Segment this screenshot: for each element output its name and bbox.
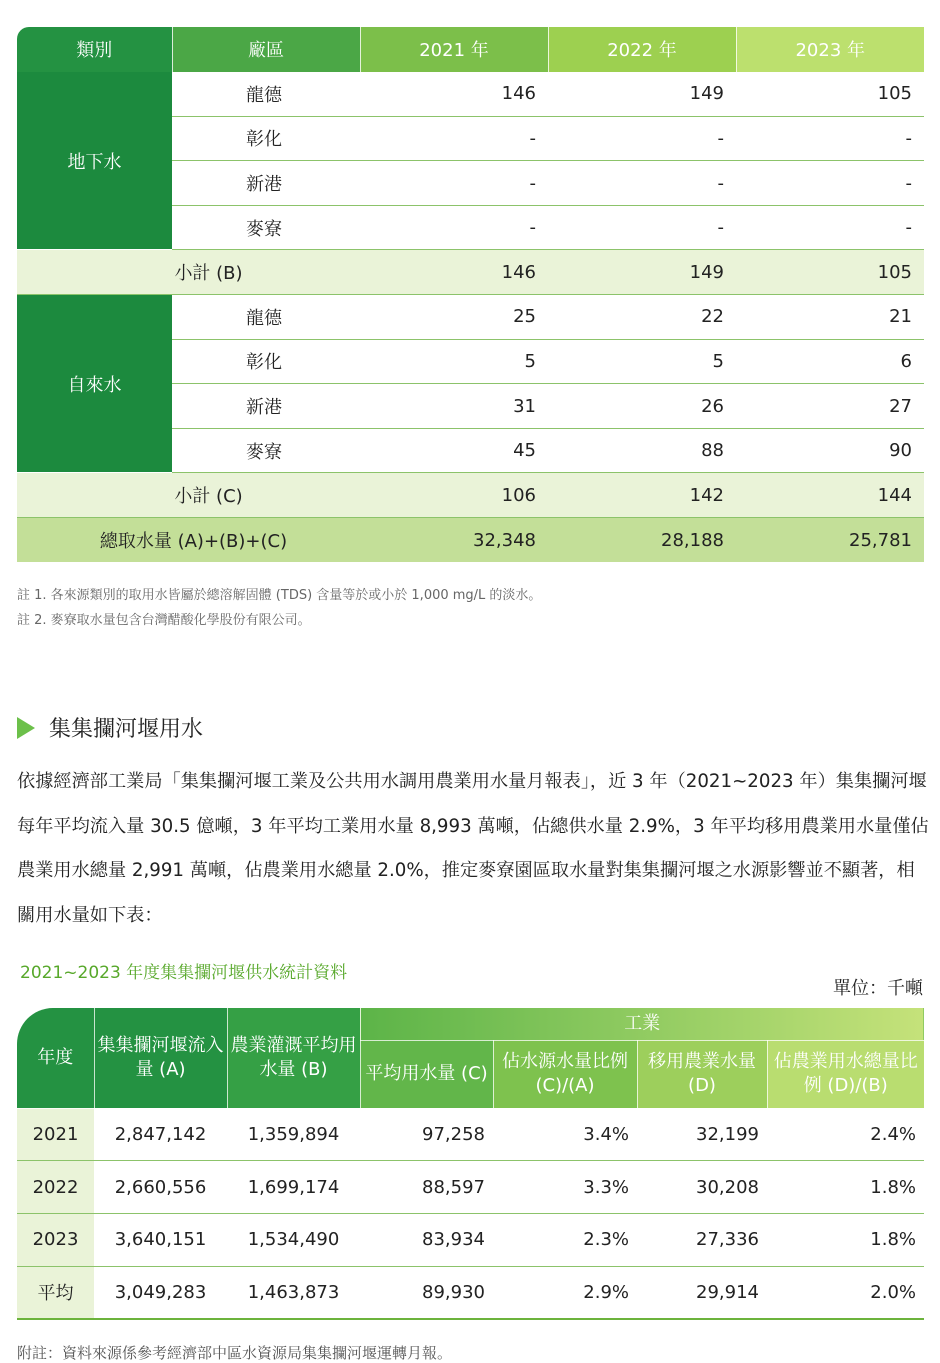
value-cell: - bbox=[360, 205, 548, 250]
value-cell: 5 bbox=[360, 339, 548, 384]
jiji-weir-supply-table bbox=[17, 1008, 924, 1320]
subtotal-label: 小計 (B) bbox=[17, 250, 360, 295]
subtotal-row-b bbox=[17, 250, 924, 295]
plant-cell: 麥寮 bbox=[172, 205, 360, 250]
table-row bbox=[17, 1161, 924, 1214]
note-1: 註 1. 各來源類別的取用水皆屬於總溶解固體 (TDS) 含量等於或小於 1,000 mg/L 的淡水。 bbox=[17, 588, 542, 603]
header-ratio-agri: 佔農業用水總量比例 (D)/(B) bbox=[767, 1040, 924, 1108]
value-cell: - bbox=[360, 116, 548, 161]
section-title: 集集攔河堰用水 bbox=[49, 717, 204, 742]
table2-unit: 單位：千噸 bbox=[833, 978, 923, 999]
value-cell: 149 bbox=[548, 72, 736, 117]
plant-cell: 新港 bbox=[172, 384, 360, 429]
category-groundwater: 地下水 bbox=[17, 72, 172, 250]
value-cell: 1,463,873 bbox=[227, 1266, 360, 1319]
value-cell: 105 bbox=[736, 250, 924, 295]
value-cell: 25,781 bbox=[736, 518, 924, 563]
value-cell: 146 bbox=[360, 72, 548, 117]
value-cell: 21 bbox=[736, 295, 924, 340]
value-cell: 89,930 bbox=[360, 1266, 493, 1319]
table2-footnote: 附註：資料來源係參考經濟部中區水資源局集集攔河堰運轉月報。 bbox=[17, 1344, 453, 1362]
table-row bbox=[17, 72, 924, 117]
value-cell: 5 bbox=[548, 339, 736, 384]
value-cell: 106 bbox=[360, 473, 548, 518]
header-2022: 2022 年 bbox=[548, 27, 736, 72]
plant-cell: 龍德 bbox=[172, 295, 360, 340]
table-notes bbox=[17, 583, 541, 633]
section-heading bbox=[17, 712, 203, 743]
value-cell: - bbox=[548, 161, 736, 206]
header-agri: 農業灌溉平均用水量 (B) bbox=[227, 1008, 360, 1108]
table-row bbox=[17, 295, 924, 340]
header-year: 年度 bbox=[17, 1008, 94, 1108]
value-cell: 3,049,283 bbox=[94, 1266, 227, 1319]
value-cell: 97,258 bbox=[360, 1108, 493, 1161]
water-withdrawal-table bbox=[17, 27, 924, 562]
header-plant: 廠區 bbox=[172, 27, 360, 72]
plant-cell: 彰化 bbox=[172, 116, 360, 161]
subtotal-label: 小計 (C) bbox=[17, 473, 360, 518]
value-cell: 32,348 bbox=[360, 518, 548, 563]
value-cell: - bbox=[360, 161, 548, 206]
header-industry: 工業 bbox=[360, 1008, 924, 1040]
value-cell: 3.3% bbox=[493, 1161, 637, 1214]
value-cell: 25 bbox=[360, 295, 548, 340]
value-cell: 6 bbox=[736, 339, 924, 384]
section-paragraph: 依據經濟部工業局「集集攔河堰工業及公共用水調用農業用水量月報表」，近 3 年（2021~2023 年）集集攔河堰每年平均流入量 30.5 億噸，3 年平均工業用水量 8,993 萬噸，佔總供水量 2.9%，3 年平均移用農業用水量僅佔農業用水總量 2,991 萬噸，佔農業用水總量 2.0%，推定麥寮園區取水量對集集攔河堰之水源影響並不顯著，相關用水量如下表： bbox=[17, 771, 929, 926]
value-cell: 146 bbox=[360, 250, 548, 295]
note-2: 註 2. 麥寮取水量包含台灣醋酸化學股份有限公司。 bbox=[17, 613, 311, 628]
value-cell: - bbox=[548, 116, 736, 161]
average-row bbox=[17, 1266, 924, 1319]
value-cell: 2.0% bbox=[767, 1266, 924, 1319]
value-cell: 27,336 bbox=[637, 1213, 767, 1266]
value-cell: 90 bbox=[736, 428, 924, 473]
value-cell: 45 bbox=[360, 428, 548, 473]
value-cell: 28,188 bbox=[548, 518, 736, 563]
value-cell: 83,934 bbox=[360, 1213, 493, 1266]
value-cell: 2.9% bbox=[493, 1266, 637, 1319]
triangle-bullet-icon bbox=[17, 717, 35, 739]
value-cell: 1.8% bbox=[767, 1213, 924, 1266]
value-cell: 105 bbox=[736, 72, 924, 117]
value-cell: 22 bbox=[548, 295, 736, 340]
value-cell: 149 bbox=[548, 250, 736, 295]
header-2023: 2023 年 bbox=[736, 27, 924, 72]
value-cell: - bbox=[736, 116, 924, 161]
value-cell: 1.8% bbox=[767, 1161, 924, 1214]
value-cell: - bbox=[736, 161, 924, 206]
value-cell: 1,699,174 bbox=[227, 1161, 360, 1214]
year-cell: 2021 bbox=[17, 1108, 94, 1161]
value-cell: 32,199 bbox=[637, 1108, 767, 1161]
header-avg-use: 平均用水量 (C) bbox=[360, 1040, 493, 1108]
year-cell: 2023 bbox=[17, 1213, 94, 1266]
total-label: 總取水量 (A)+(B)+(C) bbox=[17, 518, 360, 563]
value-cell: 3.4% bbox=[493, 1108, 637, 1161]
value-cell: 144 bbox=[736, 473, 924, 518]
value-cell: 27 bbox=[736, 384, 924, 429]
value-cell: 1,534,490 bbox=[227, 1213, 360, 1266]
header-2021: 2021 年 bbox=[360, 27, 548, 72]
year-cell: 平均 bbox=[17, 1266, 94, 1319]
table-row bbox=[17, 1108, 924, 1161]
subtotal-row-c bbox=[17, 473, 924, 518]
header-inflow: 集集攔河堰流入量 (A) bbox=[94, 1008, 227, 1108]
header-ratio-source: 佔水源水量比例 (C)/(A) bbox=[493, 1040, 637, 1108]
value-cell: - bbox=[736, 205, 924, 250]
table2-title: 2021~2023 年度集集攔河堰供水統計資料 bbox=[20, 963, 348, 983]
value-cell: 1,359,894 bbox=[227, 1108, 360, 1161]
value-cell: 88 bbox=[548, 428, 736, 473]
value-cell: 26 bbox=[548, 384, 736, 429]
value-cell: 30,208 bbox=[637, 1161, 767, 1214]
plant-cell: 新港 bbox=[172, 161, 360, 206]
table-row bbox=[17, 1213, 924, 1266]
value-cell: 29,914 bbox=[637, 1266, 767, 1319]
value-cell: - bbox=[548, 205, 736, 250]
plant-cell: 彰化 bbox=[172, 339, 360, 384]
plant-cell: 麥寮 bbox=[172, 428, 360, 473]
value-cell: 3,640,151 bbox=[94, 1213, 227, 1266]
value-cell: 2,660,556 bbox=[94, 1161, 227, 1214]
value-cell: 88,597 bbox=[360, 1161, 493, 1214]
value-cell: 2,847,142 bbox=[94, 1108, 227, 1161]
value-cell: 31 bbox=[360, 384, 548, 429]
total-row bbox=[17, 518, 924, 563]
value-cell: 142 bbox=[548, 473, 736, 518]
category-tapwater: 自來水 bbox=[17, 295, 172, 473]
year-cell: 2022 bbox=[17, 1161, 94, 1214]
value-cell: 2.3% bbox=[493, 1213, 637, 1266]
header-category: 類別 bbox=[17, 27, 172, 72]
plant-cell: 龍德 bbox=[172, 72, 360, 117]
header-transfer: 移用農業水量 (D) bbox=[637, 1040, 767, 1108]
value-cell: 2.4% bbox=[767, 1108, 924, 1161]
